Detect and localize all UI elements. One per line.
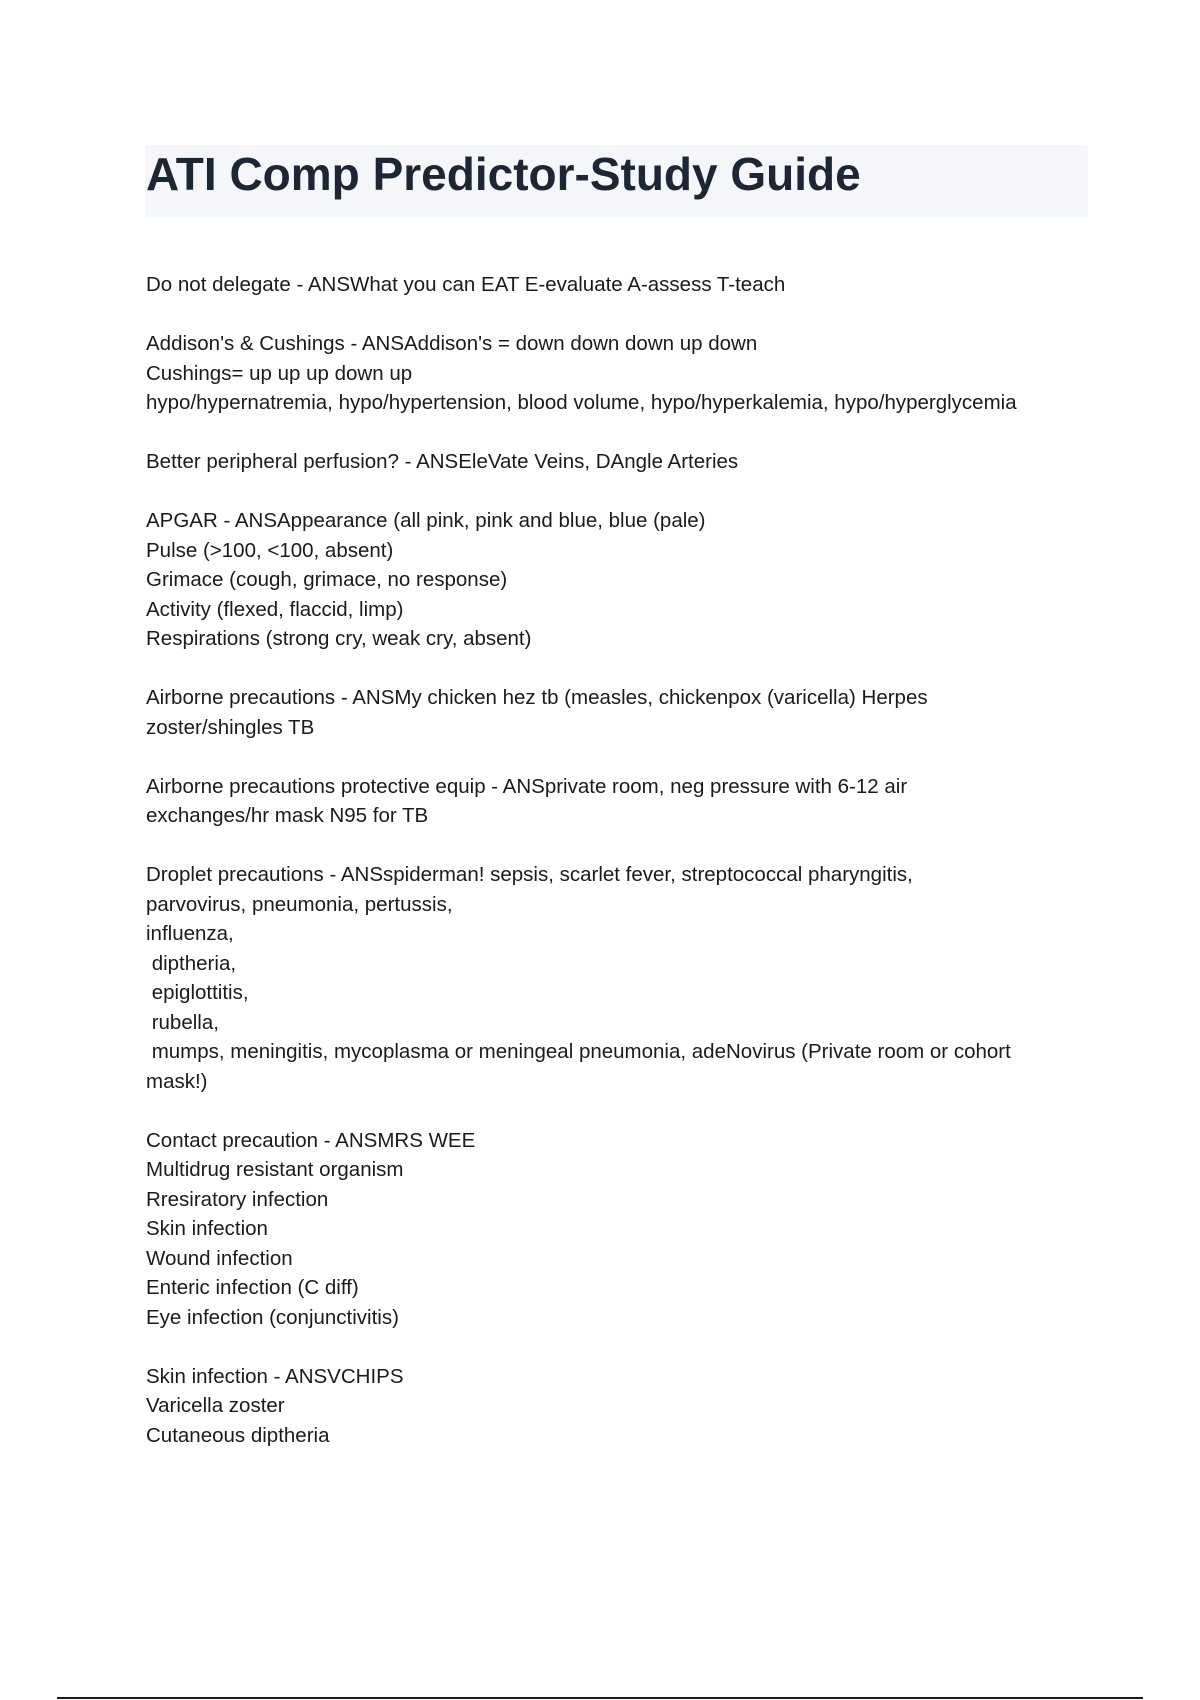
entry-line: Activity (flexed, flaccid, limp)	[146, 597, 404, 621]
entry-do-not-delegate	[146, 270, 1096, 300]
page-title: ATI Comp Predictor-Study Guide	[146, 148, 861, 200]
entry-line: Airborne precautions protective equip - ANSprivate room, neg pressure with 6-12 air	[146, 774, 908, 798]
entry-line: Rresiratory infection	[146, 1187, 329, 1211]
entry-line: Enteric infection (C diff)	[146, 1276, 359, 1299]
entry-line: Addison's & Cushings - ANSAddison's = down down down up down	[146, 332, 758, 355]
entry-line: Wound infection	[146, 1246, 293, 1270]
footer-divider	[57, 1697, 1143, 1699]
entry-apgar	[146, 506, 1096, 654]
entry-airborne-precautions	[146, 683, 1096, 742]
entry-airborne-equipment	[146, 772, 1096, 831]
entry-line: exchanges/hr mask N95 for TB	[146, 804, 429, 827]
entry-line: hypo/hypernatremia, hypo/hypertension, blood volume, hypo/hyperkalemia, hypo/hyperglycemia	[146, 391, 1017, 414]
entry-line: diptheria,	[146, 951, 237, 975]
entry-line: Varicella zoster	[146, 1394, 285, 1417]
entry-line: Respirations (strong cry, weak cry, absent)	[146, 627, 532, 650]
entry-line: influenza,	[146, 922, 234, 945]
entry-peripheral-perfusion	[146, 447, 1096, 477]
entry-skin-infection	[146, 1362, 1096, 1451]
entry-line: Multidrug resistant organism	[146, 1158, 404, 1181]
entry-line: mask!)	[146, 1069, 208, 1093]
entry-line: mumps, meningitis, mycoplasma or meningeal pneumonia, adeNovirus (Private room or cohort	[146, 1040, 1011, 1063]
study-guide-content	[146, 270, 1096, 1480]
entry-line: Cushings= up up up down up	[146, 361, 413, 385]
entry-line: Skin infection - ANSVCHIPS	[146, 1364, 404, 1388]
entry-contact-precaution	[146, 1126, 1096, 1333]
entry-line: Contact precaution - ANSMRS WEE	[146, 1128, 476, 1152]
entry-line: Droplet precautions - ANSspiderman! sepsis, scarlet fever, streptococcal pharyngitis,	[146, 863, 913, 886]
entry-line: Better peripheral perfusion? - ANSEleVate Veins, DAngle Arteries	[146, 450, 739, 473]
entry-line: rubella,	[146, 1010, 219, 1034]
entry-line: Do not delegate - ANSWhat you can EAT E-evaluate A-assess T-teach	[146, 273, 786, 296]
entry-line: APGAR - ANSAppearance (all pink, pink and blue, blue (pale)	[146, 509, 706, 532]
entry-line: Pulse (>100, <100, absent)	[146, 538, 394, 562]
entry-line: Airborne precautions - ANSMy chicken hez tb (measles, chickenpox (varicella) Herpes	[146, 686, 928, 709]
entry-line: Skin infection	[146, 1217, 268, 1240]
entry-line: parvovirus, pneumonia, pertussis,	[146, 892, 453, 916]
entry-line: zoster/shingles TB	[146, 715, 315, 739]
entry-line: Grimace (cough, grimace, no response)	[146, 568, 508, 591]
entry-line: epiglottitis,	[146, 981, 249, 1004]
entry-line: Eye infection (conjunctivitis)	[146, 1305, 399, 1329]
entry-addisons-cushings	[146, 329, 1096, 418]
entry-line: Cutaneous diptheria	[146, 1423, 330, 1447]
entry-droplet-precautions	[146, 860, 1096, 1096]
